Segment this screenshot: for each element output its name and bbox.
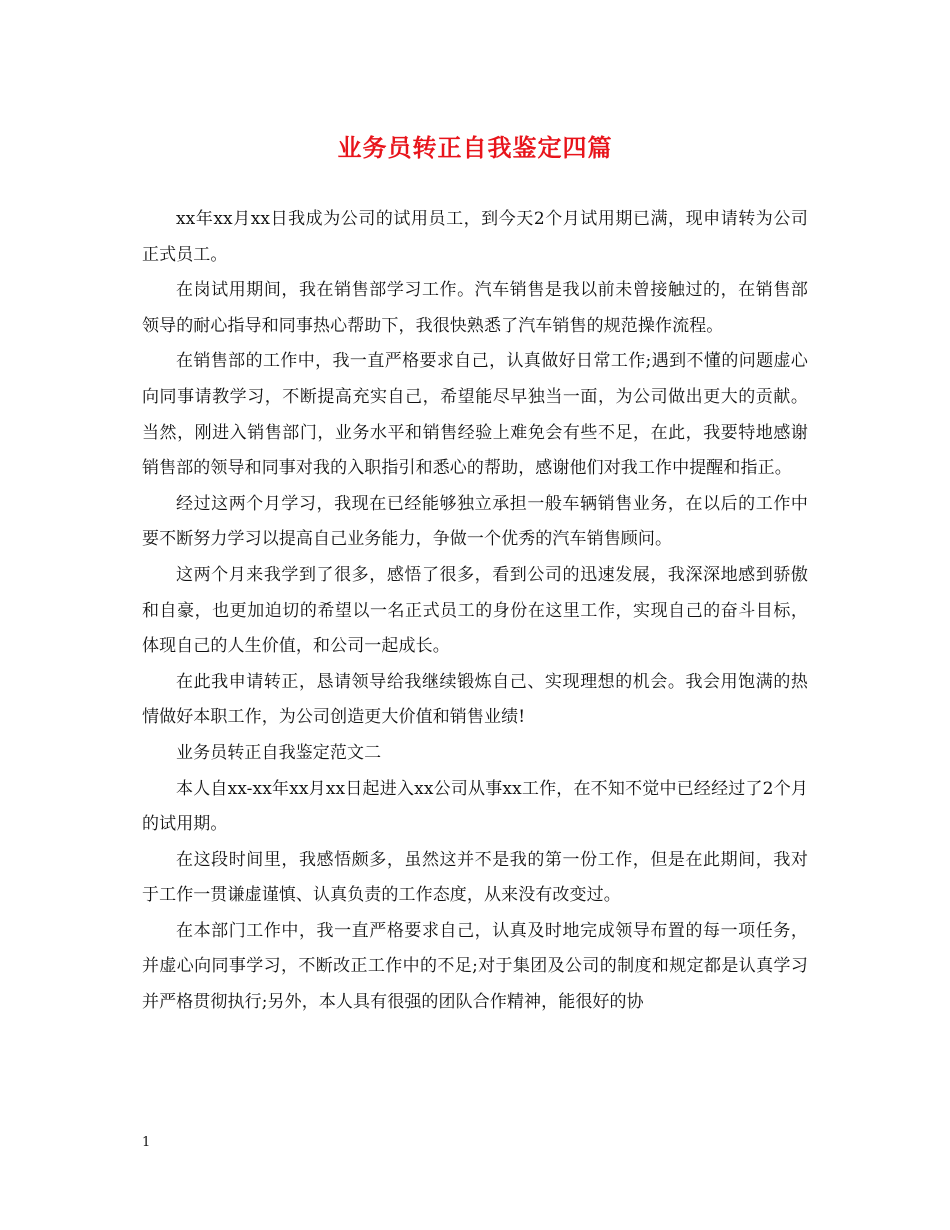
paragraph: xx年xx月xx日我成为公司的试用员工，到今天2个月试用期已满，现申请转为公司正式员工。	[142, 209, 808, 265]
paragraph: 在本部门工作中，我一直严格要求自己，认真及时地完成领导布置的每一项任务，并虚心向同事学习，不断改正工作中的不足;对于集团及公司的制度和规定都是认真学习并严格贯彻执行;另外，本人具有很强的团队合作精神，能很好的协	[142, 920, 808, 1013]
paragraph: 本人自xx-xx年xx月xx日起进入xx公司从事xx工作，在不知不觉中已经经过了2个月的试用期。	[142, 778, 808, 835]
paragraph: 在这段时间里，我感悟颇多，虽然这并不是我的第一份工作，但是在此期间，我对于工作一贯谦虚谨慎、认真负责的工作态度，从来没有改变过。	[142, 849, 808, 906]
page-number: 1	[142, 1135, 151, 1150]
document-title: 业务员转正自我鉴定四篇	[337, 133, 613, 162]
paragraph: 在此我申请转正，恳请领导给我继续锻炼自己、实现理想的机会。我会用饱满的热情做好本职工作，为公司创造更大价值和销售业绩!	[142, 671, 808, 728]
paragraph: 这两个月来我学到了很多，感悟了很多，看到公司的迅速发展，我深深地感到骄傲和自豪，也更加迫切的希望以一名正式员工的身份在这里工作，实现自己的奋斗目标，体现自己的人生价值，和公司一起成长。	[142, 564, 808, 657]
paragraph: 在销售部的工作中，我一直严格要求自己，认真做好日常工作;遇到不懂的问题虚心向同事请教学习，不断提高充实自己，希望能尽早独当一面，为公司做出更大的贡献。当然，刚进入销售部门，业务水平和销售经验上难免会有些不足，在此，我要特地感谢销售部的领导和同事对我的入职指引和悉心的帮助，感谢他们对我工作中提醒和指正。	[142, 351, 808, 479]
document-body	[142, 202, 808, 1021]
paragraph: 经过这两个月学习，我现在已经能够独立承担一般车辆销售业务，在以后的工作中要不断努力学习以提高自己业务能力，争做一个优秀的汽车销售顾问。	[142, 493, 808, 550]
paragraph: 在岗试用期间，我在销售部学习工作。汽车销售是我以前未曾接触过的，在销售部领导的耐心指导和同事热心帮助下，我很快熟悉了汽车销售的规范操作流程。	[142, 280, 808, 336]
section-heading: 业务员转正自我鉴定范文二	[176, 742, 382, 763]
